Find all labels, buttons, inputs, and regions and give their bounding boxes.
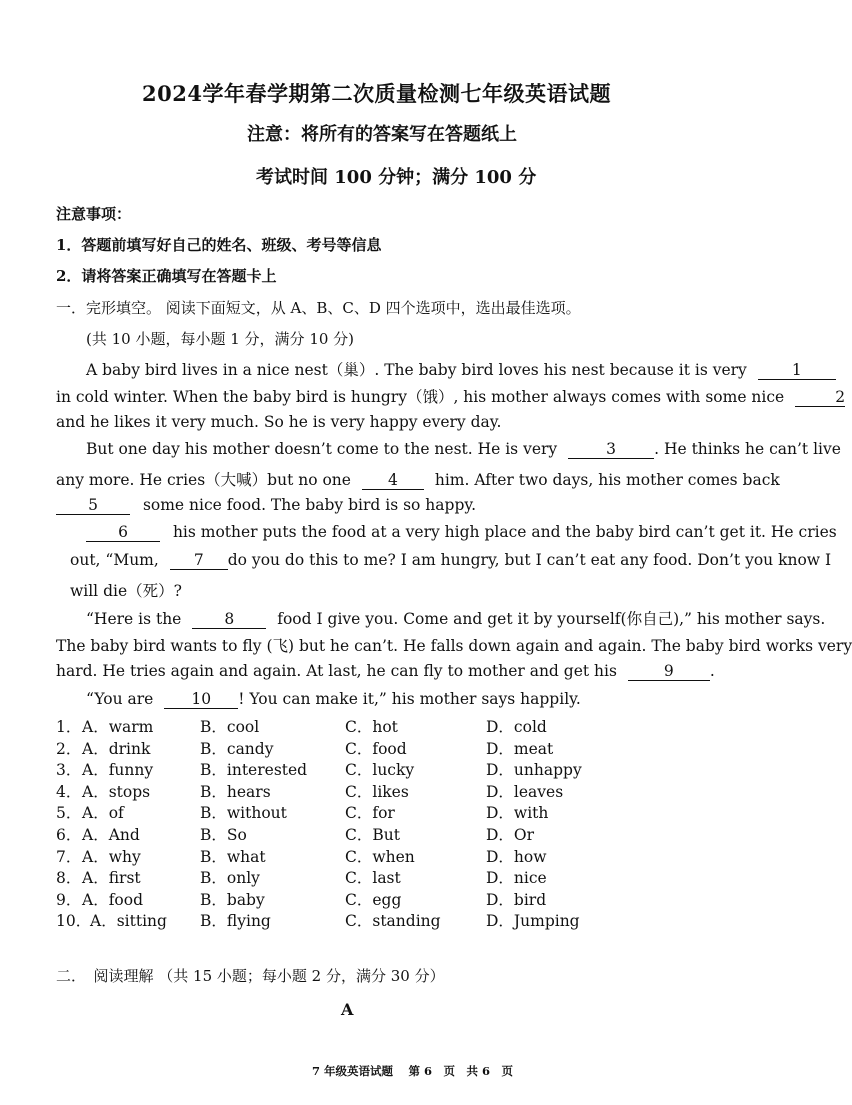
option-d: D．with <box>486 804 549 822</box>
option-number: 3． <box>56 761 82 779</box>
option-number: 9． <box>56 891 82 909</box>
option-b: B．cool <box>200 718 260 736</box>
option-number: 10． <box>56 912 92 930</box>
section1-title: 一．完形填空。 阅读下面短文，从 A、B、C、D 四个选项中，选出最佳选项。 <box>56 299 581 317</box>
blank-4: 4 <box>362 471 424 490</box>
passage-text: out, “Mum, <box>70 551 159 569</box>
option-c: C．when <box>345 848 415 866</box>
blank-10: 10 <box>164 690 238 709</box>
note-item: 2．请将答案正确填写在答题卡上 <box>56 267 277 285</box>
option-d: D．leaves <box>486 783 564 801</box>
option-d: D．how <box>486 848 547 866</box>
passage-text: . <box>709 662 715 680</box>
option-number: 6． <box>56 826 82 844</box>
blank-9: 9 <box>628 662 710 681</box>
option-c: C．standing <box>345 912 441 930</box>
option-a: A．warm <box>82 718 154 736</box>
section2-title: 二． 阅读理解 （共 15 小题；每小题 2 分，满分 30 分） <box>56 967 445 985</box>
option-a: A．why <box>82 848 141 866</box>
option-b: B．interested <box>200 761 308 779</box>
blank-8: 8 <box>192 610 266 629</box>
passage-text: ! You can make it,” his mother says happily. <box>238 690 581 708</box>
passage-text: A baby bird lives in a nice nest（巢）. The baby bird loves his nest because it is very <box>86 361 747 379</box>
section1-subtitle: (共 10 小题，每小题 1 分，满分 10 分) <box>86 330 355 348</box>
passage-line <box>86 523 837 542</box>
option-a: A．drink <box>82 740 151 758</box>
option-a: A．And <box>82 826 140 844</box>
option-d: D．nice <box>486 869 547 887</box>
passage-line <box>86 358 836 380</box>
time-score-info: 考试时间 100 分钟；满分 100 分 <box>256 167 537 188</box>
option-number: 4． <box>56 783 82 801</box>
option-c: C．food <box>345 740 407 758</box>
passage-text: hard. He tries again and again. At last, he can fly to mother and get his <box>56 662 617 680</box>
option-b: B．candy <box>200 740 274 758</box>
passage-line: will die（死）? <box>70 582 182 600</box>
option-d: D．meat <box>486 740 554 758</box>
passage-text: him. After two days, his mother comes back <box>434 471 780 489</box>
option-a: A．sitting <box>90 912 167 930</box>
blank-1: 1 <box>758 361 836 380</box>
passage-line <box>86 690 581 709</box>
notes-heading: 注意事项： <box>56 205 132 223</box>
option-d: D．unhappy <box>486 761 582 779</box>
option-d: D．bird <box>486 891 547 909</box>
answer-notice: 注意：将所有的答案写在答题纸上 <box>247 124 517 145</box>
option-b: B．flying <box>200 912 271 930</box>
blank-6: 6 <box>86 523 160 542</box>
passage-text: do you do this to me? I am hungry, but I can’t eat any food. Don’t you know I <box>227 551 832 569</box>
passage-text: “You are <box>86 690 154 708</box>
exam-title: 2024学年春学期第二次质量检测七年级英语试题 <box>142 81 611 106</box>
option-c: C．egg <box>345 891 402 909</box>
passage-line <box>56 468 780 490</box>
option-a: A．food <box>82 891 144 909</box>
passage-line <box>56 662 715 681</box>
passage-text: food I give you. Come and get it by yourself(你自己),” his mother says. <box>277 610 826 628</box>
passage-text: any more. He cries（大喊）but no one <box>56 471 351 489</box>
option-d: D．Jumping <box>486 912 580 930</box>
option-b: B．what <box>200 848 266 866</box>
passage-line: and he likes it very much. So he is very happy every day. <box>56 413 502 431</box>
option-c: C．But <box>345 826 400 844</box>
passage-line: The baby bird wants to fly (飞) but he can’t. He falls down again and again. The baby bird works very <box>56 637 852 655</box>
passage-text: . He thinks he can’t live <box>654 440 841 458</box>
option-number: 8． <box>56 869 82 887</box>
part-label: A <box>341 1000 354 1019</box>
passage-text: his mother puts the food at a very high place and the baby bird can’t get it. He cries <box>172 523 837 541</box>
option-c: C．hot <box>345 718 398 736</box>
passage-line <box>56 496 476 515</box>
option-a: A．of <box>82 804 124 822</box>
option-number: 7． <box>56 848 82 866</box>
blank-2: 2 <box>795 388 845 407</box>
passage-line <box>86 607 825 629</box>
blank-3: 3 <box>568 440 654 459</box>
option-number: 5． <box>56 804 82 822</box>
passage-line <box>86 440 841 459</box>
passage-text: some nice food. The baby bird is so happy. <box>142 496 476 514</box>
passage-line <box>56 385 845 407</box>
option-b: B．only <box>200 869 260 887</box>
passage-line <box>70 551 831 570</box>
option-a: A．funny <box>82 761 154 779</box>
option-number: 1． <box>56 718 82 736</box>
option-b: B．hears <box>200 783 271 801</box>
option-b: B．without <box>200 804 287 822</box>
passage-text: “Here is the <box>86 610 182 628</box>
option-c: C．for <box>345 804 395 822</box>
passage-text: But one day his mother doesn’t come to the nest. He is very <box>86 440 558 458</box>
blank-5: 5 <box>56 496 130 515</box>
option-c: C．likes <box>345 783 409 801</box>
option-d: D．cold <box>486 718 547 736</box>
option-c: C．last <box>345 869 401 887</box>
option-c: C．lucky <box>345 761 415 779</box>
blank-7: 7 <box>170 551 228 570</box>
note-item: 1．答题前填写好自己的姓名、班级、考号等信息 <box>56 236 382 254</box>
option-a: A．first <box>82 869 141 887</box>
option-b: B．baby <box>200 891 265 909</box>
page-footer: 7 年级英语试题 第 6 页 共 6 页 <box>312 1064 514 1078</box>
option-number: 2． <box>56 740 82 758</box>
option-a: A．stops <box>82 783 151 801</box>
option-b: B．So <box>200 826 247 844</box>
passage-text: in cold winter. When the baby bird is hungry（饿）, his mother always comes with some nice <box>56 388 785 406</box>
option-d: D．Or <box>486 826 535 844</box>
